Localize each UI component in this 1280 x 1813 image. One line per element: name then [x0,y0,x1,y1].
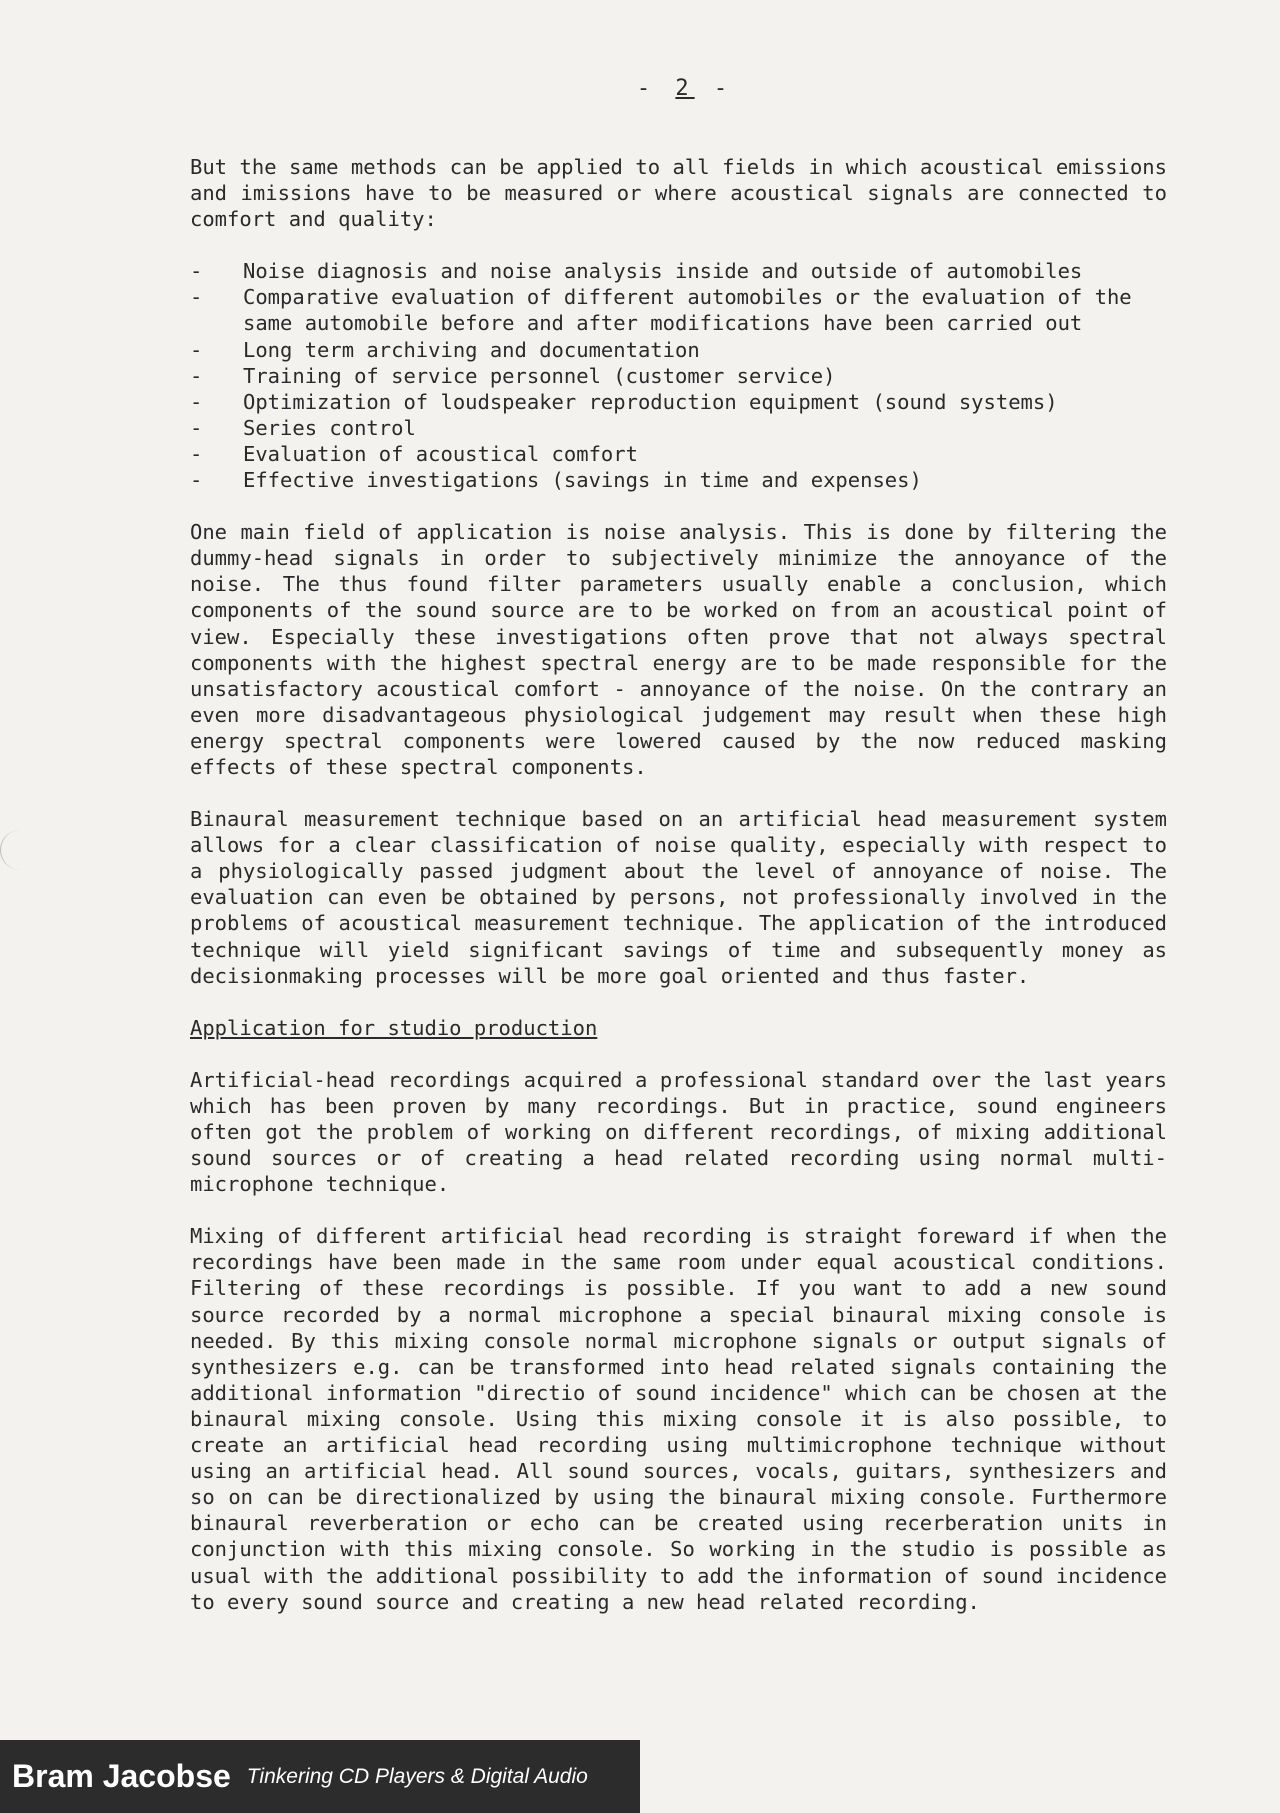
binaural-measurement-paragraph: Binaural measurement technique based on an artificial head measurement system allows for a clear classification of noise quality, especially with respect to a physiologically passed judgment about the level of annoyance of noise. The evaluation can even be obtained by persons, not professionally involved in the problems of acoustical measurement technique. The application of the introduced technique will yield significant savings of time and subsequently money as decisionmaking processes will be more goal oriented and thus faster. [190,807,1167,988]
section-heading: Application for studio production [190,1015,598,1040]
watermark-tagline: Tinkering CD Players & Digital Audio [246,1764,588,1788]
list-item: - Long term archiving and documentation [190,337,700,362]
list-item: - Training of service personnel (customer service) [190,363,836,388]
page-number-dash-right: - [713,76,734,101]
page-number [0,76,1280,101]
scan-edge-mark [0,830,41,870]
application-list [190,258,1167,493]
list-item: - Effective investigations (savings in time and expenses) [190,468,922,493]
watermark-banner [0,1740,640,1813]
page-number-dash-left: - [636,76,657,101]
document-body [190,154,1167,1641]
page-number-value: 2 [675,76,695,101]
artificial-head-paragraph: Artificial-head recordings acquired a professional standard over the last years which has been proven by many recordings. But in practice, sound engineers often got the problem of working on different recordings, of mixing additional sound sources or of creating a head related recording using normal multi-microphone technique. [190,1067,1167,1197]
list-item: - Noise diagnosis and noise analysis inside and outside of automobiles [190,259,1083,284]
list-item: - Evaluation of acoustical comfort [190,441,638,466]
list-item: - Series control [190,415,416,440]
mixing-paragraph: Mixing of different artificial head recording is straight foreward if when the recordings have been made in the same room under equal acoustical conditions. Filtering of these recordings is possible. If you want to add a new sound source recorded by a normal microphone a special binaural mixing console is needed. By this mixing console normal microphone signals or output signals of synthesizers e.g. can be transformed into head related signals containing the additional information "directio of sound incidence" which can be chosen at the binaural mixing console. Using this mixing console it is also possible, to create an artificial head recording using multimicrophone technique without using an artificial head. All sound sources, vocals, guitars, synthesizers and so on can be directionalized by using the binaural mixing console. Furthermore binaural reverberation or echo can be created using recerberation units in conjunction with this mixing console. So working in the studio is possible as usual with the additional possibility to add the information of sound incidence to every sound source and creating a new head related recording. [190,1224,1167,1614]
list-item: - Optimization of loudspeaker reproduction equipment (sound systems) [190,389,1058,414]
watermark-name: Bram Jacobse [12,1758,231,1794]
noise-analysis-paragraph: One main field of application is noise analysis. This is done by filtering the dummy-head signals in order to subjectively minimize the annoyance of the noise. The thus found filter parameters usually enable a conclusion, which components of the sound source are to be worked on from an acoustical point of view. Especially these investigations often prove that not always spectral components with the highest spectral energy are to be made responsible for the unsatisfactory acoustical comfort - annoyance of the noise. On the contrary an even more disadvantageous physiological judgement may result when these high energy spectral components were lowered caused by the now reduced masking effects of these spectral components. [190,520,1167,779]
list-item: - Comparative evaluation of different automobiles or the evaluation of the same automobile before and after modifications have been carried out [190,285,1132,336]
intro-paragraph: But the same methods can be applied to all fields in which acoustical emissions and imissions have to be measured or where acoustical signals are connected to comfort and quality: [190,155,1167,232]
